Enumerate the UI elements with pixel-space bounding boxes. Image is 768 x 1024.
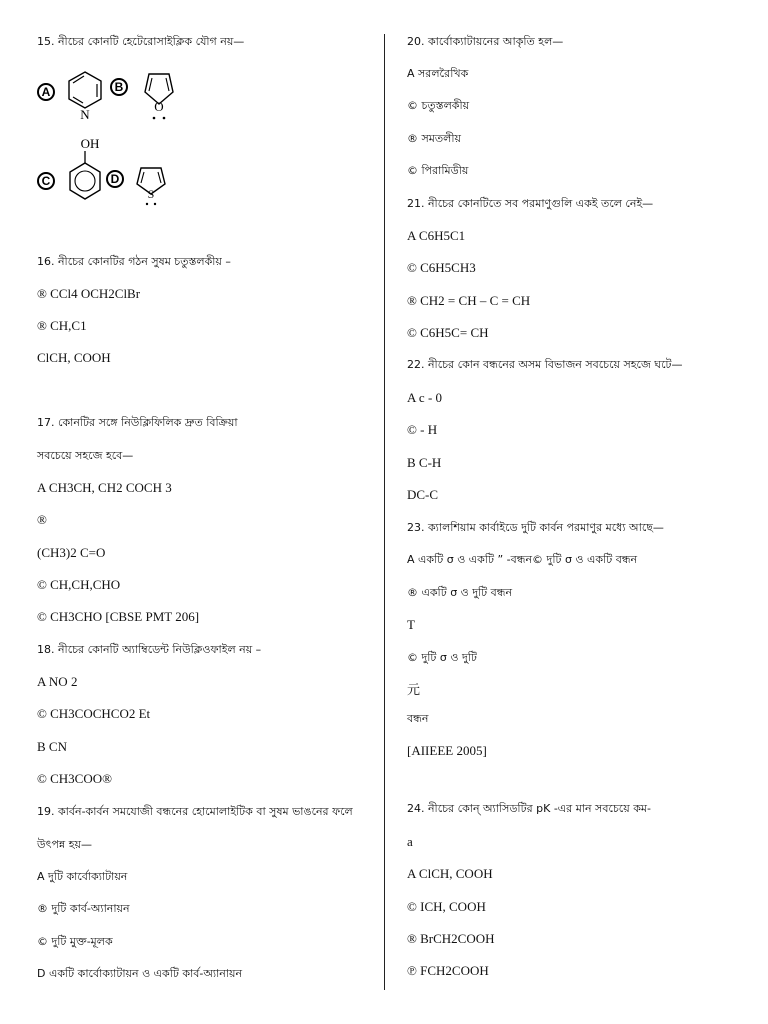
q22-option-4: DC-C <box>407 487 439 502</box>
q21-option-2: © C6H5CH3 <box>407 260 476 275</box>
q24-stem: 24. নীচের কোন্ অ্যাসিডটির pK -এর মান সবচেয়ে কম- <box>407 802 651 815</box>
q24-stem-cont: a <box>407 834 413 849</box>
pyridine-nitrogen-label: N <box>80 107 90 122</box>
q24-option-3: ® BrCH2COOH <box>407 931 495 946</box>
q16-stem: 16. নীচের কোনটির গঠন সুষম চতুস্তলকীয় – <box>37 255 231 268</box>
q20-stem: 20. কার্বোক্যাটায়নের আকৃতি হল— <box>407 35 564 48</box>
q23-line-3: T <box>407 617 415 632</box>
q21-option-4: © C6H5C= CH <box>407 325 489 340</box>
q17-stem: 17. কোনটির সঙ্গে নিউক্লিফিলিক দ্রুত বিক্রিয়া <box>37 416 238 429</box>
q22-option-2: © - H <box>407 422 438 437</box>
q24-option-2: © ICH, COOH <box>407 899 486 914</box>
q20-option-3: ® সমতলীয় <box>407 132 461 145</box>
q18-stem: 18. নীচের কোনটি অ্যাম্বিডেন্ট নিউক্লিওফাইল নয় – <box>37 643 262 656</box>
q19-option-1: A দুটি কার্বোক্যাটায়ন <box>37 870 128 883</box>
q15-structures-row1 <box>37 62 197 122</box>
q22-option-3: B C-H <box>407 455 442 470</box>
q19-stem-cont: উৎপন্ন হয়— <box>37 838 92 851</box>
q17-option-2: ® <box>37 512 47 527</box>
q23-line-4: © দুটি σ ও দুটি <box>407 651 477 664</box>
q23-line-2: ® একটি σ ও দুটি বন্ধন <box>407 586 513 599</box>
q18-option-3: B CN <box>37 739 67 754</box>
q24-option-4: ℗ FCH2COOH <box>407 963 489 978</box>
q18-option-1: A NO 2 <box>37 674 78 689</box>
q17-option-1: A CH3CH, CH2 COCH 3 <box>37 480 172 495</box>
q23-source: [AIIEEE 2005] <box>407 743 487 758</box>
q23-line-1: A একটি σ ও একটি ” -বন্ধন© দুটি σ ও একটি বন্ধন <box>407 553 638 566</box>
q23-line-5: 元 <box>407 682 421 697</box>
pyridine-ring-icon <box>69 72 101 108</box>
q17-option-3: (CH3)2 C=O <box>37 545 106 560</box>
option-d-label: D <box>110 172 120 186</box>
q16-option-2: ® CH,C1 <box>37 318 87 333</box>
q15-structures-row2 <box>37 132 197 208</box>
q22-stem: 22. নীচের কোন বন্ধনের অসম বিভাজন সবচেয়ে সহজে ঘটে— <box>407 358 683 371</box>
q16-option-1: ® CCl4 OCH2ClBr <box>37 286 141 301</box>
q23-line-6: বন্ধন <box>407 712 429 725</box>
furan-oxygen-label: O <box>154 99 164 114</box>
option-b-label: B <box>114 80 124 94</box>
q19-option-2: ® দুটি কার্ব-অ্যানায়ন <box>37 902 130 915</box>
option-a-label: A <box>41 85 51 99</box>
q21-stem: 21. নীচের কোনটিতে সব পরমাণুগুলি একই তলে নেই— <box>407 197 654 210</box>
phenol-oh-label: OH <box>80 136 100 151</box>
q17-stem-cont: সবচেয়ে সহজে হবে— <box>37 449 134 462</box>
q19-option-3: © দুটি মুক্ত-মূলক <box>37 935 113 948</box>
q18-option-4: © CH3COO® <box>37 771 113 786</box>
q21-option-3: ® CH2 = CH – C = CH <box>407 293 531 308</box>
q17-option-5: © CH3CHO [CBSE PMT 206] <box>37 609 200 624</box>
q20-option-1: A সরলরৈখিক <box>407 67 469 80</box>
q19-stem: 19. কার্বন-কার্বন সমযোজী বন্ধনের হোমোলাইটিক বা সুষম ভাঙনের ফলে <box>37 805 353 818</box>
q22-option-1: A c - 0 <box>407 390 443 405</box>
thiophene-sulfur-label: S <box>147 187 155 201</box>
q20-option-4: © পিরামিডীয় <box>407 164 469 177</box>
q21-option-1: A C6H5C1 <box>407 228 466 243</box>
q16-option-3: ClCH, COOH <box>37 350 111 365</box>
q19-option-4: D একটি কার্বোক্যাটায়ন ও একটি কার্ব-অ্যানায়ন <box>37 967 243 980</box>
q23-stem: 23. ক্যালশিয়াম কার্বাইডে দুটি কার্বন পরমাণুর মধ্যে আছে— <box>407 521 664 534</box>
option-c-label: C <box>41 174 51 188</box>
q15-stem: 15. নীচের কোনটি হেটেরোসাইক্লিক যৌগ নয়— <box>37 35 245 48</box>
column-divider <box>384 34 385 990</box>
q24-option-1: A ClCH, COOH <box>407 866 493 881</box>
q20-option-2: © চতুস্তলকীয় <box>407 99 470 112</box>
q18-option-2: © CH3COCHCO2 Et <box>37 706 151 721</box>
phenol-ring-icon <box>70 163 100 199</box>
q17-option-4: © CH,CH,CHO <box>37 577 121 592</box>
